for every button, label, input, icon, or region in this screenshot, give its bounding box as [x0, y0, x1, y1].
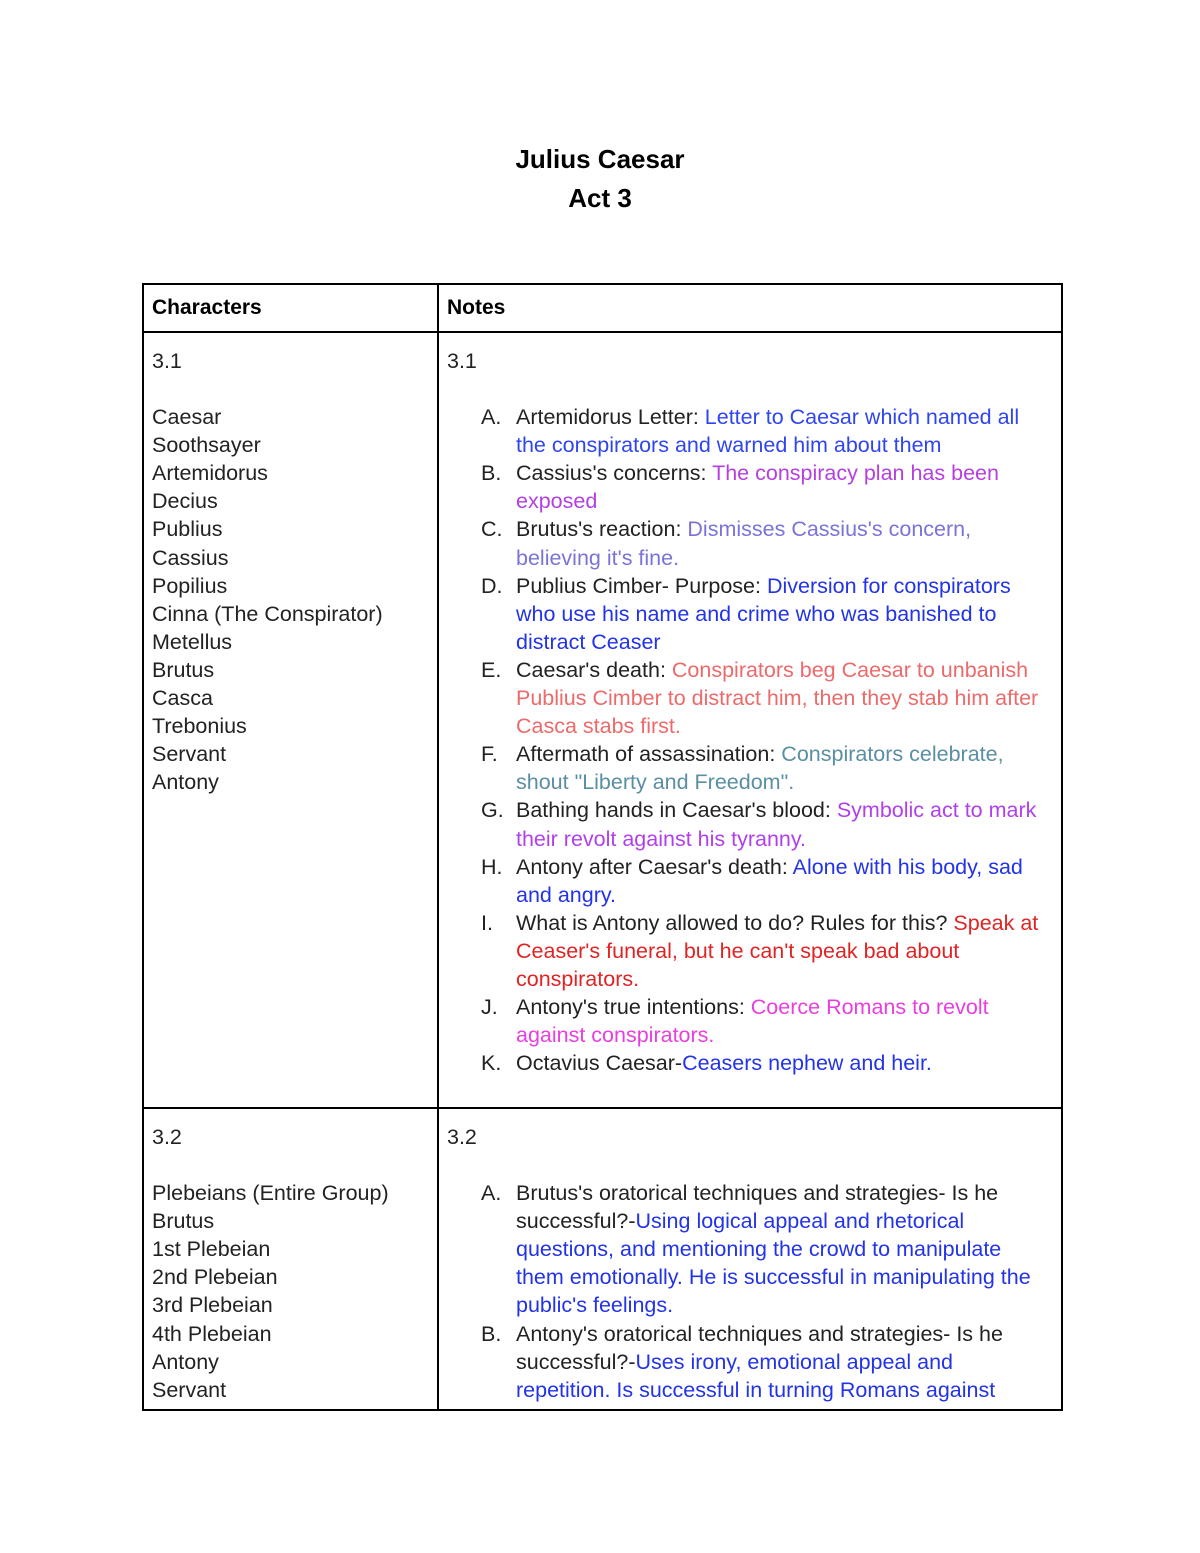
header-row [143, 284, 1062, 332]
section-row-3-2 [143, 1108, 1062, 1410]
notes-list [447, 1179, 1053, 1404]
note-letter: A. [481, 405, 502, 430]
title-line-1: Julius Caesar [515, 144, 685, 174]
character-item: Antony [152, 770, 219, 795]
note-item [447, 572, 1053, 656]
note-answer: Symbolic act to mark their revolt against his tyranny. [516, 798, 1037, 851]
note-item [447, 740, 1053, 796]
character-item: Antony [152, 1349, 219, 1374]
notes-header: Notes [438, 284, 1062, 332]
note-item [447, 515, 1053, 571]
note-answer: Alone with his body, sad and angry. [516, 854, 1023, 907]
note-prompt: Caesar's death: [516, 657, 672, 682]
note-letter: B. [481, 1321, 502, 1346]
character-item: Casca [152, 686, 213, 711]
note-item [447, 403, 1053, 459]
character-item: 2nd Plebeian [152, 1265, 278, 1290]
character-item: Publius [152, 517, 223, 542]
note-letter: B. [481, 461, 502, 486]
character-item: Metellus [152, 629, 233, 654]
notes-list [447, 403, 1053, 1077]
character-item: Trebonius [152, 714, 247, 739]
notes-section-label: 3.2 [447, 1125, 477, 1149]
characters-cell-3-1 [143, 332, 438, 1108]
character-list [152, 1179, 429, 1404]
character-item: Decius [152, 489, 218, 514]
note-item [447, 993, 1053, 1049]
character-item: Soothsayer [152, 433, 261, 458]
note-answer: Letter to Caesar which named all the conspirators and warned him about them [516, 405, 1020, 458]
note-prompt: Brutus's reaction: [516, 517, 688, 542]
note-answer: The conspiracy plan has been exposed [516, 461, 999, 514]
note-prompt: Antony after Caesar's death: [516, 854, 793, 879]
character-item: Servant [152, 1377, 227, 1402]
character-item: Cassius [152, 545, 229, 570]
characters-cell-3-2 [143, 1108, 438, 1410]
section-label: 3.2 [152, 1125, 182, 1149]
note-answer: Speak at Ceaser's funeral, but he can't speak bad about conspirators. [516, 910, 1039, 991]
character-item: Plebeians (Entire Group) [152, 1181, 389, 1206]
note-prompt: What is Antony allowed to do? Rules for this? [516, 910, 954, 935]
title-line-2: Act 3 [568, 183, 632, 213]
note-letter: K. [481, 1051, 502, 1076]
character-list [152, 403, 429, 796]
note-prompt: Publius Cimber- Purpose: [516, 573, 767, 598]
note-letter: I. [481, 910, 493, 935]
note-prompt: Antony's true intentions: [516, 995, 751, 1020]
note-item [447, 459, 1053, 515]
note-prompt: Artemidorus Letter: [516, 405, 705, 430]
note-item [447, 1320, 1053, 1404]
note-prompt: Brutus's oratorical techniques and strategies- Is he successful?- [516, 1181, 999, 1234]
note-letter: F. [481, 742, 498, 767]
character-item: 3rd Plebeian [152, 1293, 273, 1318]
note-item [447, 796, 1053, 852]
character-item: Brutus [152, 1209, 215, 1234]
character-item: Caesar [152, 405, 222, 430]
document-title [0, 140, 1200, 218]
note-letter: C. [481, 517, 503, 542]
note-answer: Diversion for conspirators who use his name and crime who was banished to distract Ceaser [516, 573, 1011, 654]
note-prompt: Cassius's concerns: [516, 461, 713, 486]
note-prompt: Octavius Caesar- [516, 1051, 683, 1076]
note-answer: Coerce Romans to revolt against conspirators. [516, 995, 989, 1048]
section-label: 3.1 [152, 349, 182, 373]
note-item [447, 1049, 1053, 1077]
note-prompt: Antony's oratorical techniques and strategies- Is he successful?- [516, 1321, 1003, 1374]
note-item [447, 853, 1053, 909]
character-item: Brutus [152, 657, 215, 682]
note-answer: Ceasers nephew and heir. [682, 1051, 932, 1076]
notes-table [142, 283, 1063, 1411]
note-letter: G. [481, 798, 504, 823]
character-item: Cinna (The Conspirator) [152, 601, 383, 626]
notes-cell-3-1 [438, 332, 1062, 1108]
note-item [447, 909, 1053, 993]
note-answer: Conspirators celebrate, shout "Liberty and Freedom". [516, 742, 1004, 795]
note-answer: Uses irony, emotional appeal and repetition. Is successful in turning Romans against [516, 1349, 996, 1402]
note-answer: Dismisses Cassius's concern, believing it's fine. [516, 517, 972, 570]
note-prompt: Bathing hands in Caesar's blood: [516, 798, 837, 823]
note-letter: D. [481, 573, 503, 598]
characters-header: Characters [143, 284, 438, 332]
character-item: Servant [152, 742, 227, 767]
note-letter: A. [481, 1181, 502, 1206]
notes-cell-3-2 [438, 1108, 1062, 1410]
note-answer: Conspirators beg Caesar to unbanish Publius Cimber to distract him, then they stab him after Casca stabs first. [516, 657, 1039, 739]
note-prompt: Aftermath of assassination: [516, 742, 782, 767]
character-item: 1st Plebeian [152, 1237, 271, 1262]
note-item [447, 1179, 1053, 1319]
note-letter: H. [481, 854, 503, 879]
note-item [447, 656, 1053, 740]
character-item: 4th Plebeian [152, 1321, 272, 1346]
note-answer: Using logical appeal and rhetorical questions, and mentioning the crowd to manipulate them emotionally. He is successful in manipulating the public's feelings. [516, 1209, 1031, 1318]
character-item: Artemidorus [152, 461, 268, 486]
character-item: Popilius [152, 573, 228, 598]
note-letter: J. [481, 995, 498, 1020]
section-row-3-1 [143, 332, 1062, 1108]
note-letter: E. [481, 657, 502, 682]
notes-section-label: 3.1 [447, 349, 477, 373]
